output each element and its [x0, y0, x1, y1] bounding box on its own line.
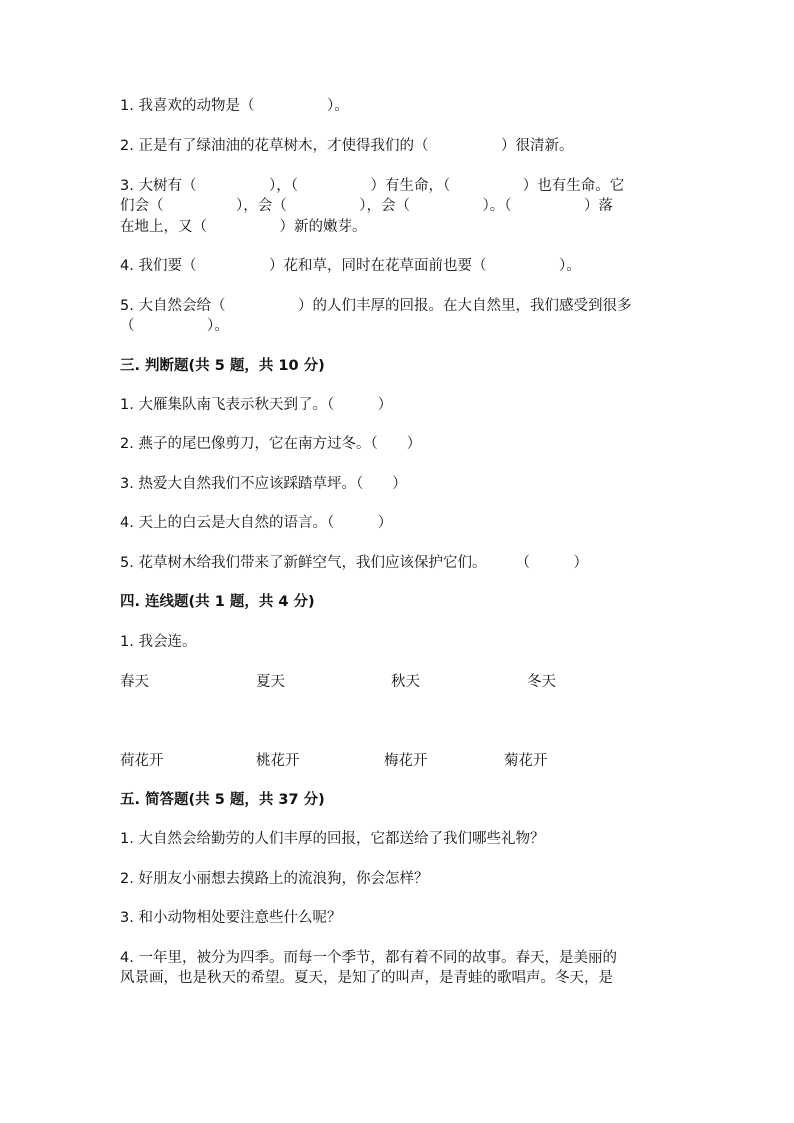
- flower-lotus: 荷花开: [120, 753, 164, 769]
- fill-blank-q1: 1. 我喜欢的动物是（ ）。: [120, 98, 349, 114]
- season-spring: 春天: [120, 674, 149, 690]
- season-summer: 夏天: [256, 674, 285, 690]
- flower-peach: 桃花开: [256, 753, 300, 769]
- matching-q1: 1. 我会连。: [120, 634, 197, 650]
- fill-blank-q5-line1: 5. 大自然会给（ ）的人们丰厚的回报。在大自然里，我们感受到很多: [120, 298, 632, 314]
- fill-blank-q3-line2: 们会（ ），会（ ），会（ ）。（ ）落: [120, 198, 613, 214]
- flower-plum: 梅花开: [384, 753, 428, 769]
- fill-blank-q2: 2. 正是有了绿油油的花草树木，才使得我们的（ ）很清新。: [120, 138, 574, 154]
- short-answer-q2: 2. 好朋友小丽想去摸路上的流浪狗，你会怎样？: [120, 871, 429, 887]
- short-answer-q4-line2: 风景画，也是秋天的希望。夏天，是知了的叫声，是青蛙的歌唱声。冬天，是: [120, 970, 613, 986]
- true-false-q5: 5. 花草树木给我们带来了新鲜空气，我们应该保护它们。 （ ）: [120, 555, 588, 571]
- fill-blank-q3-line3: 在地上，又（ ）新的嫩芽。: [120, 219, 367, 235]
- fill-blank-q3-line1: 3. 大树有（ ），（ ）有生命，（ ）也有生命。它: [120, 178, 625, 194]
- fill-blank-q4: 4. 我们要（ ）花和草，同时在花草面前也要（ ）。: [120, 258, 581, 274]
- section-heading-matching: 四. 连线题(共 1 题，共 4 分): [120, 594, 315, 610]
- true-false-q1: 1. 大雁集队南飞表示秋天到了。（ ）: [120, 397, 393, 413]
- section-heading-short-answer: 五. 简答题(共 5 题，共 37 分): [120, 792, 325, 808]
- true-false-q4: 4. 天上的白云是大自然的语言。（ ）: [120, 515, 393, 531]
- short-answer-q3: 3. 和小动物相处要注意些什么呢？: [120, 910, 342, 926]
- flower-chrysanthemum: 菊花开: [504, 753, 548, 769]
- true-false-q2: 2. 燕子的尾巴像剪刀，它在南方过冬。（ ）: [120, 436, 422, 452]
- section-heading-true-false: 三. 判断题(共 5 题，共 10 分): [120, 358, 325, 374]
- true-false-q3: 3. 热爱大自然我们不应该踩踏草坪。（ ）: [120, 476, 407, 492]
- fill-blank-q5-line2: （ ）。: [120, 318, 229, 334]
- short-answer-q4-line1: 4. 一年里，被分为四季。而每一个季节，都有着不同的故事。春天，是美丽的: [120, 950, 617, 966]
- season-winter: 冬天: [527, 674, 556, 690]
- season-autumn: 秋天: [391, 674, 420, 690]
- short-answer-q1: 1. 大自然会给勤劳的人们丰厚的回报，它都送给了我们哪些礼物？: [120, 831, 545, 847]
